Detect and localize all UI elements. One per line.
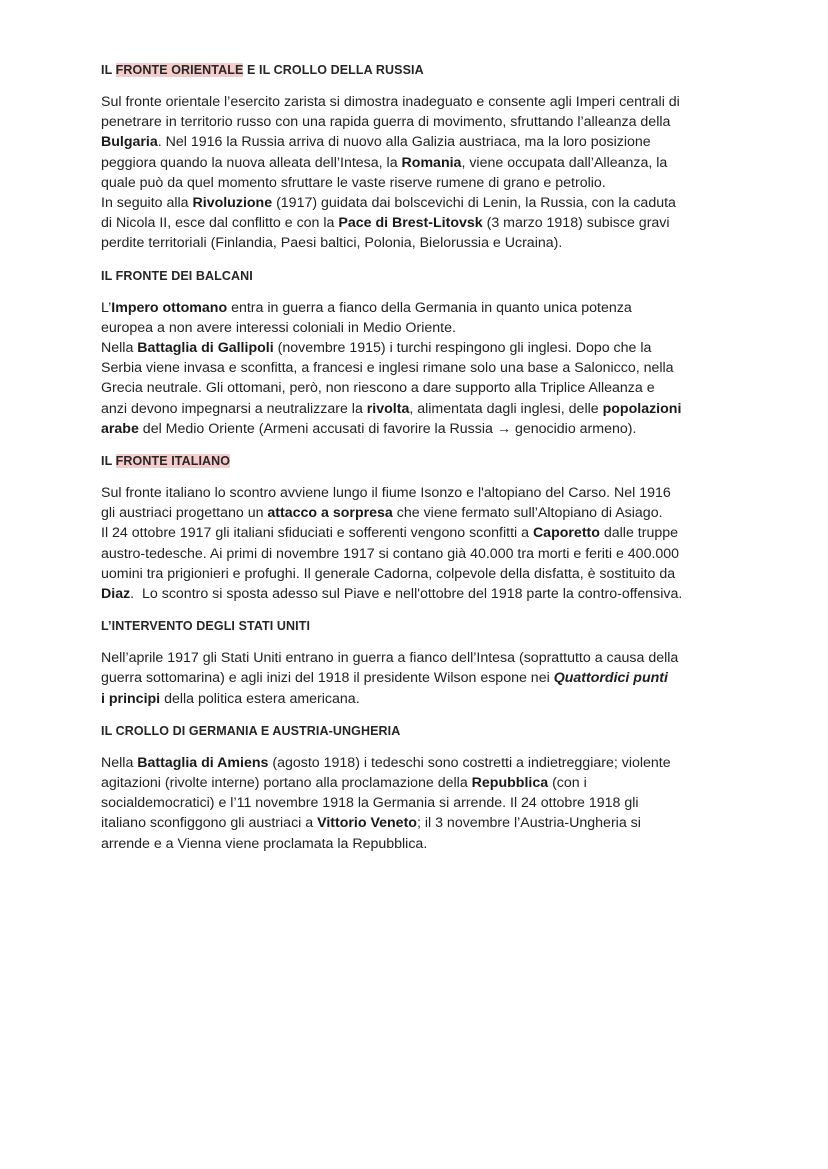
text-run: IL <box>101 63 116 77</box>
text-line <box>101 358 741 378</box>
text-line <box>101 132 741 152</box>
section-us-intervention <box>101 618 741 709</box>
text-run: L’ <box>101 299 112 316</box>
text-line <box>101 564 741 584</box>
text-run: penetrare in territorio russo con una rapida guerra di movimento, sfruttando l’alleanza della <box>101 114 671 131</box>
section-balkan-front <box>101 268 741 439</box>
text-line <box>101 834 741 854</box>
text-line <box>101 399 741 419</box>
text-run: . Lo scontro si sposta adesso sul Piave e nell'ottobre del 1918 parte la contro-offensiva. <box>130 586 683 603</box>
text-line <box>101 523 741 543</box>
text-run: dalle truppe <box>599 525 679 542</box>
text-run: anzi devono impegnarsi a neutralizzare la <box>101 400 367 417</box>
text-run: , alimentata dagli inglesi, delle <box>409 400 603 417</box>
bold-text: Battaglia di Gallipoli <box>137 340 274 357</box>
text-run: L’INTERVENTO DEGLI STATI UNITI <box>101 619 311 634</box>
text-line <box>101 419 741 439</box>
text-line <box>101 153 741 173</box>
text-run: di Nicola II, esce dal conflitto e con la <box>101 215 339 232</box>
text-run: E IL CROLLO DELLA RUSSIA <box>243 63 424 77</box>
bold-text: attacco a sorpresa <box>267 505 393 522</box>
bold-text: Repubblica <box>471 775 549 792</box>
text-line <box>101 92 741 112</box>
text-run: peggiora quando la nuova alleata dell’Intesa, la <box>101 154 402 171</box>
text-run: Grecia neutrale. Gli ottomani, però, non riescono a dare supporto alla Triplice Alleanza e <box>101 380 655 397</box>
section-heading <box>101 618 741 635</box>
text-run: socialdemocratici) e l’11 novembre 1918 la Germania si arrende. Il 24 ottobre 1918 gli <box>101 795 639 812</box>
text-line <box>101 793 741 813</box>
highlighted-text: FRONTE ITALIANO <box>115 454 231 469</box>
text-run: (agosto 1918) i tedeschi sono costretti a indietreggiare; violente <box>268 754 671 771</box>
text-line <box>101 813 741 833</box>
text-run: (1917) guidata dai bolscevichi di Lenin, la Russia, con la caduta <box>272 195 676 212</box>
text-run: della politica estera americana. <box>160 690 360 707</box>
bold-text: i principi <box>101 690 161 707</box>
text-run: Nella <box>101 340 138 357</box>
text-run: che viene fermato sull’Altopiano di Asiago. <box>392 505 663 522</box>
text-run: IL <box>101 454 116 469</box>
text-line <box>101 773 741 793</box>
highlighted-text: FRONTE ORIENTALE <box>115 63 244 77</box>
section-heading <box>101 453 741 470</box>
text-run: Sul fronte italiano lo scontro avviene lungo il fiume Isonzo e l'altopiano del Carso. Nel 1916 <box>101 485 671 502</box>
text-run: del Medio Oriente (Armeni accusati di favorire la Russia → genocidio armeno). <box>138 420 637 437</box>
section-body <box>101 92 741 254</box>
text-run: quale può da quel momento sfruttare le vaste riserve rumene di grano e petrolio. <box>101 174 606 191</box>
text-run: ; il 3 novembre l’Austria-Ungheria si <box>416 815 641 832</box>
section-eastern-front <box>101 62 741 254</box>
text-line <box>101 584 741 604</box>
text-line <box>101 112 741 132</box>
text-line <box>101 173 741 193</box>
text-run: (3 marzo 1918) subisce gravi <box>482 215 670 232</box>
bold-text: Impero ottomano <box>111 299 228 316</box>
text-line <box>101 338 741 358</box>
text-run: europea a non avere interessi coloniali in Medio Oriente. <box>101 319 456 336</box>
bold-text: Romania <box>401 154 462 171</box>
text-line <box>101 233 741 253</box>
bold-text: Bulgaria <box>101 134 158 151</box>
text-run: entra in guerra a fianco della Germania in quanto unica potenza <box>227 299 632 316</box>
text-line <box>101 753 741 773</box>
section-body <box>101 298 741 439</box>
section-heading <box>101 268 741 285</box>
section-body <box>101 648 741 709</box>
text-run: agitazioni (rivolte interne) portano alla proclamazione della <box>101 775 472 792</box>
text-run: Nella <box>101 754 138 771</box>
bold-text: Vittorio Veneto <box>317 815 417 832</box>
text-line <box>101 193 741 213</box>
text-run: . Nel 1916 la Russia arriva di nuovo alla Galizia austriaca, ma la loro posizione <box>157 134 651 151</box>
text-line <box>101 483 741 503</box>
text-run: uomini tra prigionieri e profughi. Il generale Cadorna, colpevole della disfatta, è sostituito da <box>101 565 676 582</box>
bold-text: Caporetto <box>532 525 600 542</box>
text-line <box>101 318 741 338</box>
text-line <box>101 544 741 564</box>
text-line <box>101 668 741 688</box>
bold-italic-text: Quattordici punti <box>553 670 668 687</box>
text-run: perdite territoriali (Finlandia, Paesi baltici, Polonia, Bielorussia e Ucraina). <box>101 235 563 252</box>
text-run: Nell’aprile 1917 gli Stati Uniti entrano in guerra a fianco dell’Intesa (soprattutto a causa della <box>101 650 679 667</box>
text-run: austro-tedesche. Ai primi di novembre 1917 si contano già 40.000 tra morti e feriti e 400.000 <box>101 545 680 562</box>
text-run: IL CROLLO DI GERMANIA E AUSTRIA-UNGHERIA <box>101 723 401 738</box>
bold-text: popolazioni <box>602 400 682 417</box>
bold-text: Battaglia di Amiens <box>137 754 269 771</box>
bold-text: Pace di Brest-Litovsk <box>338 215 483 232</box>
text-run: Il 24 ottobre 1917 gli italiani sfiduciati e sofferenti vengono sconfitti a <box>101 525 533 542</box>
section-body <box>101 753 741 854</box>
text-run: arrende e a Vienna viene proclamata la Repubblica. <box>101 835 428 852</box>
text-run: gli austriaci progettano un <box>101 505 268 522</box>
text-run: italiano sconfiggono gli austriaci a <box>101 815 318 832</box>
section-germany-austria-collapse <box>101 723 741 854</box>
text-line <box>101 298 741 318</box>
bold-text: arabe <box>101 420 139 437</box>
text-run: , viene occupata dall’Alleanza, la <box>461 154 668 171</box>
text-line <box>101 503 741 523</box>
text-line <box>101 689 741 709</box>
text-run: Serbia viene invasa e sconfitta, a francesi e inglesi rimane solo una base a Salonicco, nella <box>101 360 674 377</box>
text-line <box>101 378 741 398</box>
text-run: (con i <box>548 775 587 792</box>
section-heading <box>101 62 741 79</box>
text-run: guerra sottomarina) e agli inizi del 1918 il presidente Wilson espone nei <box>101 670 554 687</box>
document-page <box>101 62 741 868</box>
section-italian-front <box>101 453 741 604</box>
text-line <box>101 648 741 668</box>
bold-text: rivolta <box>366 400 410 417</box>
section-body <box>101 483 741 604</box>
bold-text: Diaz <box>101 586 131 603</box>
text-run: (novembre 1915) i turchi respingono gli inglesi. Dopo che la <box>273 340 652 357</box>
text-run: Sul fronte orientale l’esercito zarista si dimostra inadeguato e consente agli Imperi centrali di <box>101 94 680 110</box>
text-run: IL FRONTE DEI BALCANI <box>101 268 253 283</box>
text-line <box>101 213 741 233</box>
text-run: In seguito alla <box>101 195 193 212</box>
bold-text: Rivoluzione <box>192 195 273 212</box>
section-heading <box>101 723 741 740</box>
